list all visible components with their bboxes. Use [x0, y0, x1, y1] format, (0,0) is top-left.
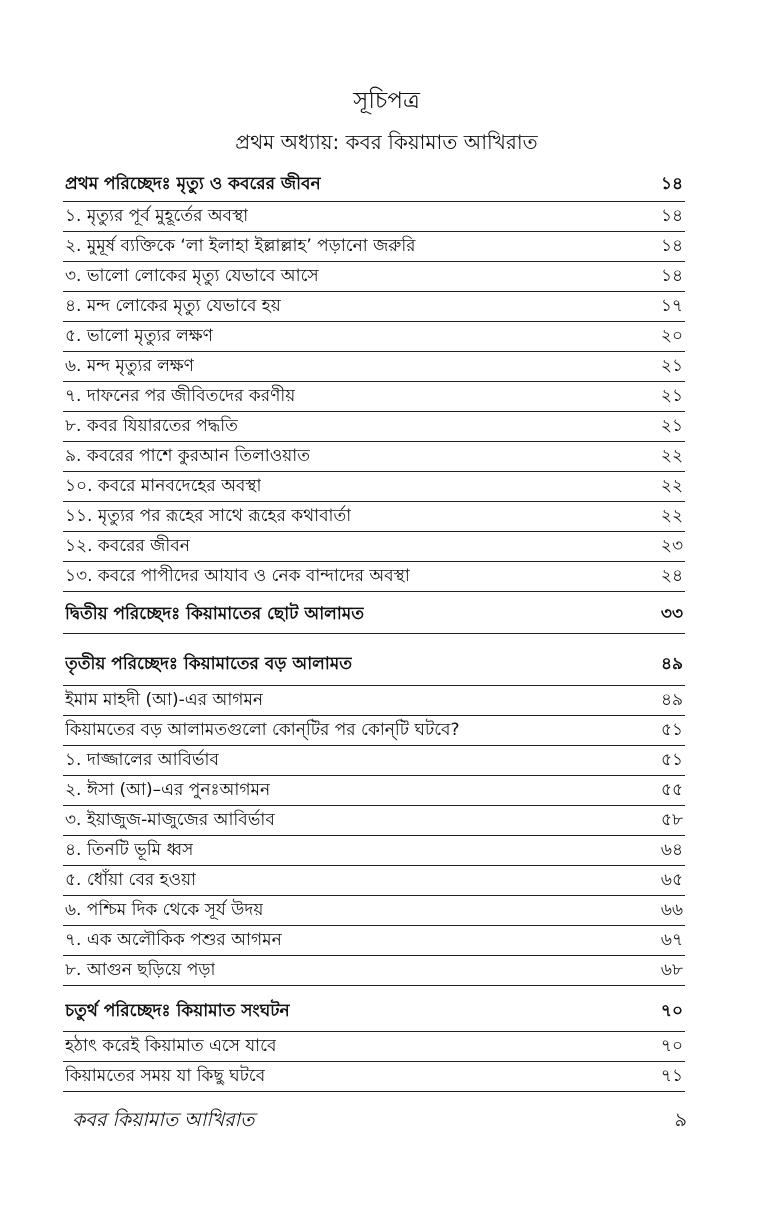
toc-entry-page: ৪৯ [660, 689, 683, 710]
toc-entry-page: ৫১ [660, 719, 683, 740]
toc-entry-title: দ্বিতীয় পরিচ্ছেদঃ কিয়ামাতের ছোট আলামত [65, 603, 364, 624]
toc-entry-page: ১৪ [660, 265, 683, 286]
toc-entry-title: ১১. মৃত্যুর পর রূহের সাথে রূহের কথাবার্তা [65, 505, 352, 526]
toc-entry [63, 686, 685, 716]
toc-entry [63, 806, 685, 836]
chapter-heading: প্রথম অধ্যায়: কবর কিয়ামাত আখিরাত [235, 130, 538, 154]
toc-entry [63, 202, 685, 232]
toc-entry-title: ৩. ভালো লোকের মৃত্যু যেভাবে আসে [65, 265, 319, 286]
toc-entry-page: ২১ [660, 355, 683, 376]
toc-entry-title: ৪. তিনটি ভূমি ধ্বস [65, 839, 194, 860]
toc-entry-title: ১. দাজ্জালের আবির্ভাব [65, 749, 219, 770]
toc-entry [63, 352, 685, 382]
toc-entry [63, 442, 685, 472]
toc-entry-page: ৫৫ [660, 779, 683, 800]
toc-entry-page: ৭০ [660, 1035, 683, 1056]
toc-entry-title: চতুর্থ পরিচ্ছেদঃ কিয়ামাত সংঘটন [65, 1000, 290, 1021]
toc-entry [63, 322, 685, 352]
toc-entry-title: ৬. পশ্চিম দিক থেকে সূর্য উদয় [65, 899, 264, 920]
toc-entry-page: ২০ [660, 325, 683, 346]
toc-entry-title: প্রথম পরিচ্ছেদঃ মৃত্যু ও কবরের জীবন [65, 173, 321, 194]
toc-entry-page: ৬৮ [660, 959, 683, 980]
running-footer-title: কবর কিয়ামাত আখিরাত [72, 1109, 255, 1131]
toc-entry-page: ২১ [660, 385, 683, 406]
toc-entry-page: ১৪ [660, 173, 683, 194]
toc-entry [63, 866, 685, 896]
toc-section-heading [63, 992, 685, 1032]
toc-entry-page: ৬৬ [660, 899, 683, 920]
toc-entry [63, 412, 685, 442]
toc-entry-page: ১৭ [660, 295, 683, 316]
toc-entry [63, 472, 685, 502]
toc-entry-page: ৭১ [660, 1065, 683, 1086]
toc-entry-page: ৬৭ [660, 929, 683, 950]
toc-entry-page: ৭০ [660, 1000, 683, 1021]
toc-entry-page: ২২ [660, 445, 683, 466]
toc-entry-title: ২. ঈসা (আ)–এর পুনঃআগমন [65, 779, 271, 800]
toc-entry [63, 1062, 685, 1092]
toc-entry-title: ৮. আগুন ছড়িয়ে পড়া [65, 959, 216, 980]
toc-entry [63, 292, 685, 322]
toc-entry [63, 232, 685, 262]
toc-entry [63, 502, 685, 532]
toc-entry-page: ১৪ [660, 205, 683, 226]
toc-entry [63, 716, 685, 746]
toc-entry-title: ১২. কবরের জীবন [65, 535, 190, 556]
toc-entry-page: ২৪ [660, 565, 683, 586]
toc-entry-title: ৭. দাফনের পর জীবিতদের করণীয় [65, 385, 296, 406]
toc-section-heading [63, 596, 685, 634]
toc-section-heading [63, 168, 685, 202]
toc-entry-title: ১. মৃত্যুর পূর্ব মুহূর্তের অবস্থা [65, 205, 249, 226]
toc-entry-title: তৃতীয় পরিচ্ছেদঃ কিয়ামাতের বড় আলামত [65, 653, 352, 674]
toc-entry [63, 532, 685, 562]
toc-entry [63, 746, 685, 776]
toc-entry-title: ১০. কবরে মানবদেহের অবস্থা [65, 475, 262, 496]
toc-entry-page: ৪৯ [660, 653, 683, 674]
toc-entry-page: ৫১ [660, 749, 683, 770]
toc-entry-title: কিয়ামতের বড় আলামতগুলো কোন্‌টির পর কোন্‌টি ঘটবে? [65, 719, 460, 740]
toc-entry-title: ৭. এক অলৌকিক পশুর আগমন [65, 929, 282, 950]
toc-entry [63, 926, 685, 956]
toc-entry-page: ২২ [660, 475, 683, 496]
toc-entry-page: ৫৮ [660, 809, 683, 830]
toc-entry [63, 1032, 685, 1062]
toc-entry-title: হঠাৎ করেই কিয়ামাত এসে যাবে [65, 1035, 277, 1056]
toc-entry [63, 836, 685, 866]
page-title: সূচিপত্র [353, 88, 420, 114]
toc-entry-page: ২২ [660, 505, 683, 526]
toc-entry-title: ১৩. কবরে পাপীদের আযাব ও নেক বান্দাদের অবস্থা [65, 565, 410, 586]
toc-entry [63, 562, 685, 592]
toc-entry-title: ৩. ইয়াজুজ-মাজুজের আবির্ভাব [65, 809, 275, 830]
toc-entry-page: ১৪ [660, 235, 683, 256]
toc-entry [63, 896, 685, 926]
toc-entry-title: ৮. কবর যিয়ারতের পদ্ধতি [65, 415, 238, 436]
toc-entry-title: ৫. ভালো মৃত্যুর লক্ষণ [65, 325, 213, 346]
page-number: ৯ [674, 1109, 687, 1131]
toc-entry-title: ৯. কবরের পাশে কুরআন তিলাওয়াত [65, 445, 310, 466]
toc-entry-page: ২৩ [660, 535, 683, 556]
toc-entry-page: ৬৪ [660, 839, 683, 860]
toc-entry-title: কিয়ামতের সময় যা কিছু ঘটবে [65, 1065, 266, 1086]
toc-entry [63, 956, 685, 986]
toc-entry [63, 776, 685, 806]
toc-entry-title: ৪. মন্দ লোকের মৃত্যু যেভাবে হয় [65, 295, 281, 316]
toc-entry-page: ৩৩ [660, 603, 683, 624]
toc-entry-page: ২১ [660, 415, 683, 436]
toc-entry [63, 262, 685, 292]
toc-entry-title: ৬. মন্দ মৃত্যুর লক্ষণ [65, 355, 194, 376]
toc-entry-title: ইমাম মাহদী (আ)-এর আগমন [65, 689, 264, 710]
table-of-contents [63, 168, 685, 1092]
toc-entry-title: ২. মুমূর্ষ ব্যক্তিকে ‘লা ইলাহা ইল্লাল্লাহ’ পড়ানো জরুরি [65, 235, 416, 256]
toc-section-heading [63, 644, 685, 686]
toc-entry-title: ৫. ধোঁয়া বের হওয়া [65, 869, 197, 890]
toc-entry [63, 382, 685, 412]
toc-entry-page: ৬৫ [660, 869, 683, 890]
